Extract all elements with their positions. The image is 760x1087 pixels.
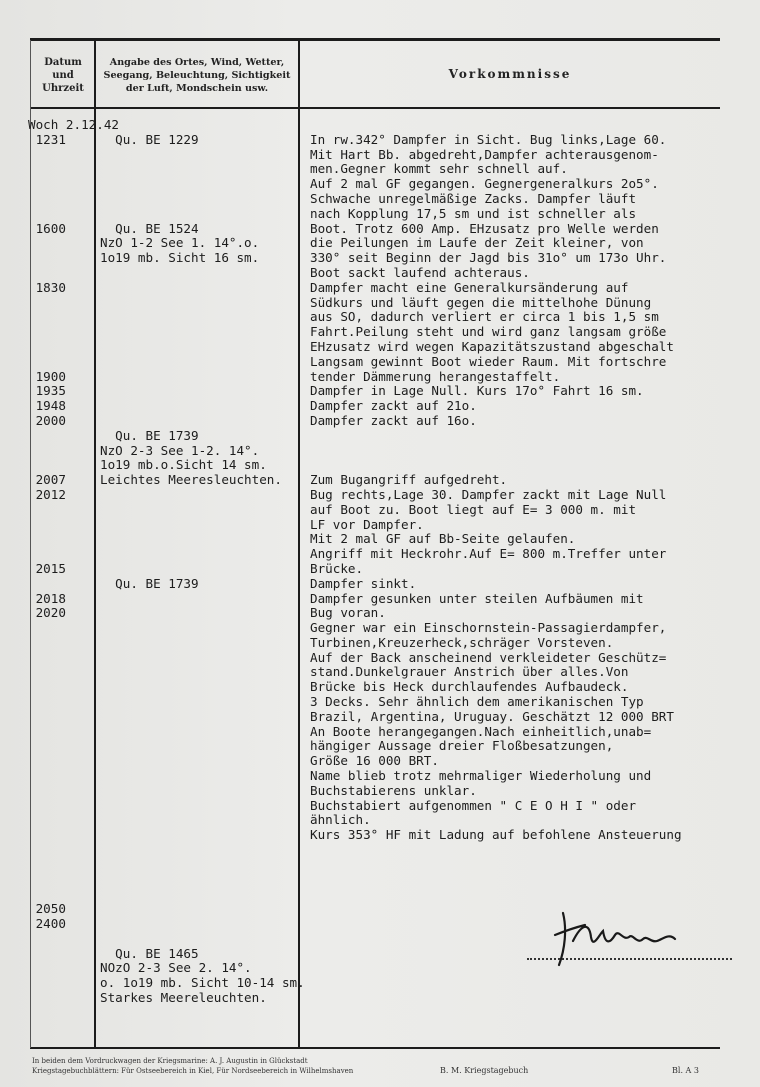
header-datum-line2: und	[52, 70, 74, 81]
header-angabe	[97, 56, 297, 95]
header-bottom-rule	[30, 107, 720, 109]
position-weather-column: Qu. BE 1229 Qu. BE 1524 NzO 1-2 See 1. 14°.o. 1o19 mb. Sicht 16 sm. Qu. BE 1739 NzO 2-3 See 1-2. 14°. 1o19 mb.o.Sicht 14 sm. Leichtes Meeresleuchten. Qu. BE 1739 Qu. BE 1465 NOzO 2-3 See 2. 14°. o. 1o19 mb. Sicht 10-14 sm. Starkes Meereleuchten.	[100, 131, 305, 1006]
header-angabe-line3: der Luft, Mondschein usw.	[125, 83, 269, 94]
footer-imprint-line2: Kriegstagebuchblättern: Für Ostseebereich in Kiel, Für Nordseebereich in Wilhelmshaven	[32, 1067, 354, 1075]
header-vorkommnisse: Vorkommnisse	[448, 67, 572, 81]
footer-imprint	[32, 1056, 353, 1076]
header-angabe-line1: Angabe des Ortes, Wind, Wetter,	[109, 57, 285, 68]
footer-form-title: B. M. Kriegstagebuch	[440, 1066, 529, 1075]
events-column: In rw.342° Dampfer in Sicht. Bug links,Lage 60. Mit Hart Bb. abgedreht,Dampfer achterausgenom- men.Gegner kommt sehr schnell auf. Auf 2 mal GF gegangen. Gegnergeneralkurs 2o5°. Schwache unregelmäßige Zacks. Dampfer läuft nach Kopplung 17,5 sm und ist schneller als Boot. Trotz 600 Amp. EHzusatz pro Welle werden die Peilungen im Laufe der Zeit kleiner, von 330° seit Beginn der Jagd bis 31o° um 173o Uhr. Boot sackt laufend achteraus. Dampfer macht eine Generalkursänderung auf Südkurs und läuft gegen die mittelhohe Dünung aus SO, dadurch verliert er circa 1 bis 1,5 sm Fahrt.Peilung steht und wird ganz langsam größe EHzusatz wird wegen Kapazitätszustand abgeschalt Langsam gewinnt Boot wieder Raum. Mit fortschre tender Dämmerung herangestaffelt. Dampfer in Lage Null. Kurs 17o° Fahrt 16 sm. Dampfer zackt auf 21o. Dampfer zackt auf 16o. Zum Bugangriff aufgedreht. Bug rechts,Lage 30. Dampfer zackt mit Lage Null auf Boot zu. Boot liegt auf E= 3 000 m. mit LF vor Dampfer. Mit 2 mal GF auf Bb-Seite gelaufen. Angriff mit Heckrohr.Auf E= 800 m.Treffer unter Brücke. Dampfer sinkt. Dampfer gesunken unter steilen Aufbäumen mit Bug voran. Gegner war ein Einschornstein-Passagierdampfer, Turbinen,Kreuzerheck,schräger Vorsteven. Auf der Back anscheinend verkleideter Geschütz= stand.Dunkelgrauer Anstrich über alles.Von Brücke bis Heck durchlaufendes Aufbaudeck. 3 Decks. Sehr ähnlich dem amerikanischen Typ Brazil, Argentina, Uruguay. Geschätzt 12 000 BRT An Boote herangegangen.Nach einheitlich,unab= hängiger Aussage dreier Floßbesatzungen, Größe 16 000 BRT. Name blieb trotz mehrmaliger Wiederholung und Buchstabierens unklar. Buchstabiert aufgenommen " C E O H I " oder ähnlich. Kurs 353° HF mit Ladung auf befohlene Ansteuerung	[310, 131, 682, 843]
time-column: Woch 2.12.42 1231 1600 1830 1900 1935 1948 2000 2007 2012 2015 2018 2020 2050 2400	[28, 117, 119, 932]
header-datum-line3: Uhrzeit	[42, 83, 84, 94]
header-datum	[32, 56, 94, 95]
commander-signature	[545, 905, 695, 975]
top-rule	[30, 38, 720, 41]
header-datum-line1: Datum	[44, 57, 82, 68]
bottom-rule	[30, 1047, 720, 1049]
signature-dotted-line	[527, 958, 732, 960]
footer-sheet-number: Bl. A 3	[672, 1066, 699, 1075]
footer-imprint-line1: In beiden dem Vordruckwagen der Kriegsmarine: A. J. Augustin in Glückstadt	[32, 1057, 308, 1065]
header-angabe-line2: Seegang, Beleuchtung, Sichtigkeit	[103, 70, 291, 81]
